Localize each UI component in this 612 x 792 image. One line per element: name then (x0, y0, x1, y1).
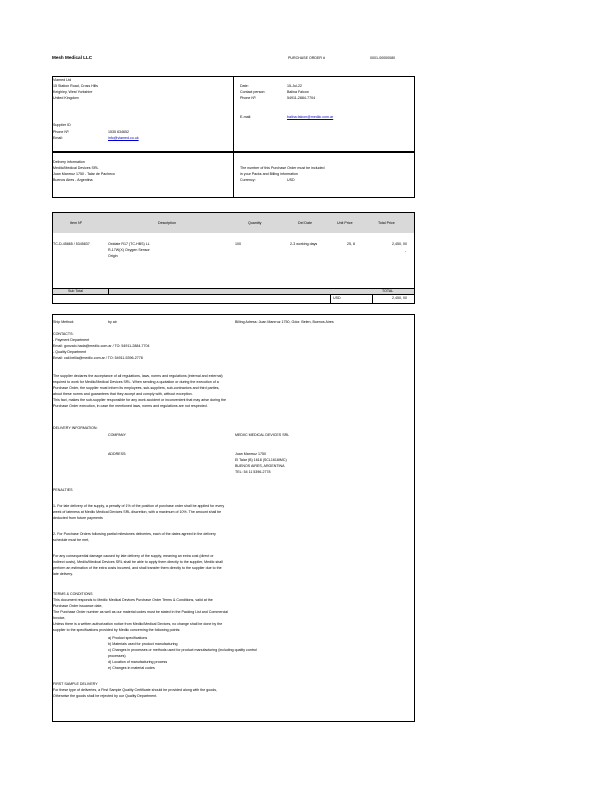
first-sample-line-1: For these type of deliveries, a First Sample Quality Certificate should be provided along with the goods, (53, 688, 217, 692)
ship-method-label: Ship Method: (53, 320, 75, 324)
address-line-4: TEL: 54 11 5396-2778 (235, 470, 271, 474)
penalty-line-2: week of lateness at Mediic Medical Devices SRL discretion, with a maximum of 10%. The amount shall be (53, 510, 222, 514)
currency-value: USD (287, 178, 295, 182)
total-divider-2 (372, 294, 373, 304)
address-line-1: Juan Manrruz 1750 (235, 452, 266, 456)
declaration-line-4: about these norms and guarantees that they accept and comply with, without exception. (53, 392, 193, 396)
phone-label: Phone Nº: (240, 96, 257, 100)
delivery-line-2: Juan Manrruz 1750 - Talar de Pacheco (53, 172, 115, 176)
first-sample-line-2: Otherwise the goods shall be rejected by our Quality Department. (53, 694, 158, 698)
supplier-country: United Kingdom (53, 96, 79, 100)
phone-value: 54911-2884-7704 (287, 96, 316, 100)
supplier-address-1: 15 Station Road, Cross Hills (53, 84, 98, 88)
date-value: 15-Jul-22 (287, 84, 302, 88)
delivery-title: Delivery information (53, 160, 85, 164)
total-line (52, 294, 415, 295)
declaration-line-6: Purchase Order execution, in case the mentioned laws, norms and regulations are not respected. (53, 404, 208, 408)
contact-line-2: Email: gonzalo.hada@mediic.com.ar / TO: 54911-2884-7704 (53, 344, 150, 348)
penalties-title: PENALTIES (53, 488, 73, 492)
penalty-line-5: 2- For Purchase Orders following partial milestones deliveries, each of the dates agreed in the delivery (53, 532, 216, 536)
col-item: Item Nº (70, 221, 82, 225)
currency-label: Currency: (240, 178, 256, 182)
total-currency: USD (333, 296, 341, 300)
contact-label: Contact person: (240, 90, 266, 94)
penalty-line-11: late delivery. (53, 572, 73, 576)
condition-line-2: Purchase Order issuance date, (53, 604, 103, 608)
condition-line-4: Invoice, (53, 616, 66, 620)
row-qty: 100 (235, 242, 241, 246)
supplier-address-2: Keighley, West Yorkshire (53, 90, 93, 94)
supplier-email-label: Email: (53, 136, 63, 140)
row-desc-2: R-17W(X) Oxygen Sensor (108, 248, 150, 252)
conditions-title: TERMS & CONDITIONS (53, 592, 93, 596)
col-quantity: Quantity (248, 221, 262, 225)
first-sample-title: FIRST SAMPLE DELIVERY (53, 682, 98, 686)
point-a: a) Product specifications (108, 636, 148, 640)
declaration-line-2: required to work for Mediic/Medical Devices SRL. When sending a quotation or during the execution of a (53, 380, 219, 384)
contact-line-1: - Payment Department (53, 338, 90, 342)
penalty-line-10: perform an estimation of the extra costs incurred, and shall transfer them directly to the supplier due to the (53, 566, 222, 570)
billing-address: Billing Adress: Juan Manrruz 1750, Gdor. Belen, Buenos Aires (235, 320, 334, 324)
declaration-line-1: The supplier declares the acceptance of all regulations, laws, norms and regulations (internal and external) (53, 374, 223, 378)
contact-line-4: Email: cali.bellia@mediic.com.ar / TO: 54911-5396-2778 (53, 356, 143, 360)
delivery-divider (233, 152, 234, 198)
condition-line-5: Unless there is a written authorization notice from Mediic/Medical Devices, no change shall be done by the (53, 622, 223, 626)
row-total-price: 2,450, 00 (392, 242, 407, 246)
subtotal-label: Sub Total (68, 288, 83, 293)
delivery-line-1: Mediic/Medical Devices SRL (53, 166, 99, 170)
point-e: e) Changes in material codes (108, 666, 155, 670)
supplier-email-link[interactable]: info@viamed.co.uk (108, 136, 139, 140)
total-value: 2,450, 00 (392, 296, 407, 300)
supplier-phone-value: 1535 634652 (108, 130, 129, 134)
point-c-cont: processes) (108, 654, 126, 658)
col-total-price: Total Price (378, 221, 395, 225)
supplier-divider (233, 76, 234, 152)
declaration-line-3: Purchase Order, the supplier must inform its employees, sub-suppliers, sub-contractors and third parties, (53, 386, 220, 390)
col-del-date: Del Date (298, 221, 312, 225)
total-label: TOTAL (382, 288, 394, 293)
penalty-line-8: For any consequential damage caused by late delivery of the supply, meaning an extra cost (direct or (53, 554, 214, 558)
po-number: 0001-00000080 (370, 56, 396, 60)
condition-line-1: This document responds to Mediic Medical Devices Purchase Order Terms & Conditions, valid at the (53, 598, 213, 602)
company-label: COMPANY (108, 433, 126, 437)
items-table-header (53, 213, 415, 233)
col-unit-price: Unit Price (337, 221, 353, 225)
po-label: PURCHASE ORDER # (288, 56, 325, 60)
penalty-line-6: schedule must be met, (53, 538, 90, 542)
email-label: E-mail: (240, 115, 252, 119)
ship-method-value: by air (108, 320, 117, 324)
row-unit-price: 25, 8 (347, 242, 355, 246)
company-value: MEDIIC MEDICAL DEVICES SRL (235, 433, 290, 437)
point-d: d) Location of manufacturing process (108, 660, 168, 664)
supplier-name: Viamed Ltd (53, 78, 72, 82)
row-desc-3: Origin (108, 254, 118, 258)
delivery-line-3: Buenos Aires - Argentina (53, 178, 93, 182)
po-note-2: in your Packs and Billing information (240, 172, 298, 176)
address-label: ADDRESS: (108, 452, 127, 456)
point-c: c) Changes in processes or methods used for product manufacturing (including quality control (108, 648, 257, 652)
supplier-id-label: Supplier ID (53, 123, 71, 127)
row-dash: - (405, 249, 407, 253)
contacts-title: CONTACTS: (53, 332, 74, 336)
delivery-info-title: DELIVERY INFORMATION: (53, 426, 98, 430)
declaration-line-5: This fact, makes the sub-supplier responsible for any work accident or inconvenient that may arise during the (53, 398, 226, 402)
contact-value: Balina Falcon (287, 90, 309, 94)
contact-line-3: - Quality Department (53, 350, 87, 354)
condition-line-6: supplier to the specifications provided by Mediic concerning the following points: (53, 628, 181, 632)
address-line-3: BUENOS AIRES, ARGENTINA (235, 464, 285, 468)
email-link[interactable]: balina.falcon@mediic.com.ar (287, 115, 334, 119)
date-label: Date: (240, 84, 249, 88)
row-del-date: 2-3 working days (290, 242, 318, 246)
total-divider-1 (330, 294, 331, 304)
row-desc-1: Oxidate R17 (TC-HBS) LL (108, 242, 150, 246)
po-note-1: The number of this Purchase Order must be included (240, 166, 325, 170)
penalty-line-9: indirect costs), Mediic/Medical Devices SRL shall be able to apply them directly to the supplier, Mediic shall (53, 560, 223, 564)
col-description: Description (158, 221, 176, 225)
address-line-2: El Talar (B) 1618 (SCL1618IMC) (235, 458, 287, 462)
company-name: Mesh Medical LLC (52, 55, 93, 60)
supplier-phone-label: Phone Nº: (53, 130, 70, 134)
row-item: TC-D-45865 / 5345837 (53, 242, 90, 246)
penalty-line-1: 1- For late delivery of the supply, a penalty of 1% of the position of purchase order shall be applied for every (53, 504, 225, 508)
condition-line-3: The Purchase Order number as well as our material codes must be stated in the Packing List and Commercial (53, 610, 228, 614)
point-b: b) Materials used for product manufacturing (108, 642, 178, 646)
penalty-line-3: deducted from future payments (53, 516, 103, 520)
